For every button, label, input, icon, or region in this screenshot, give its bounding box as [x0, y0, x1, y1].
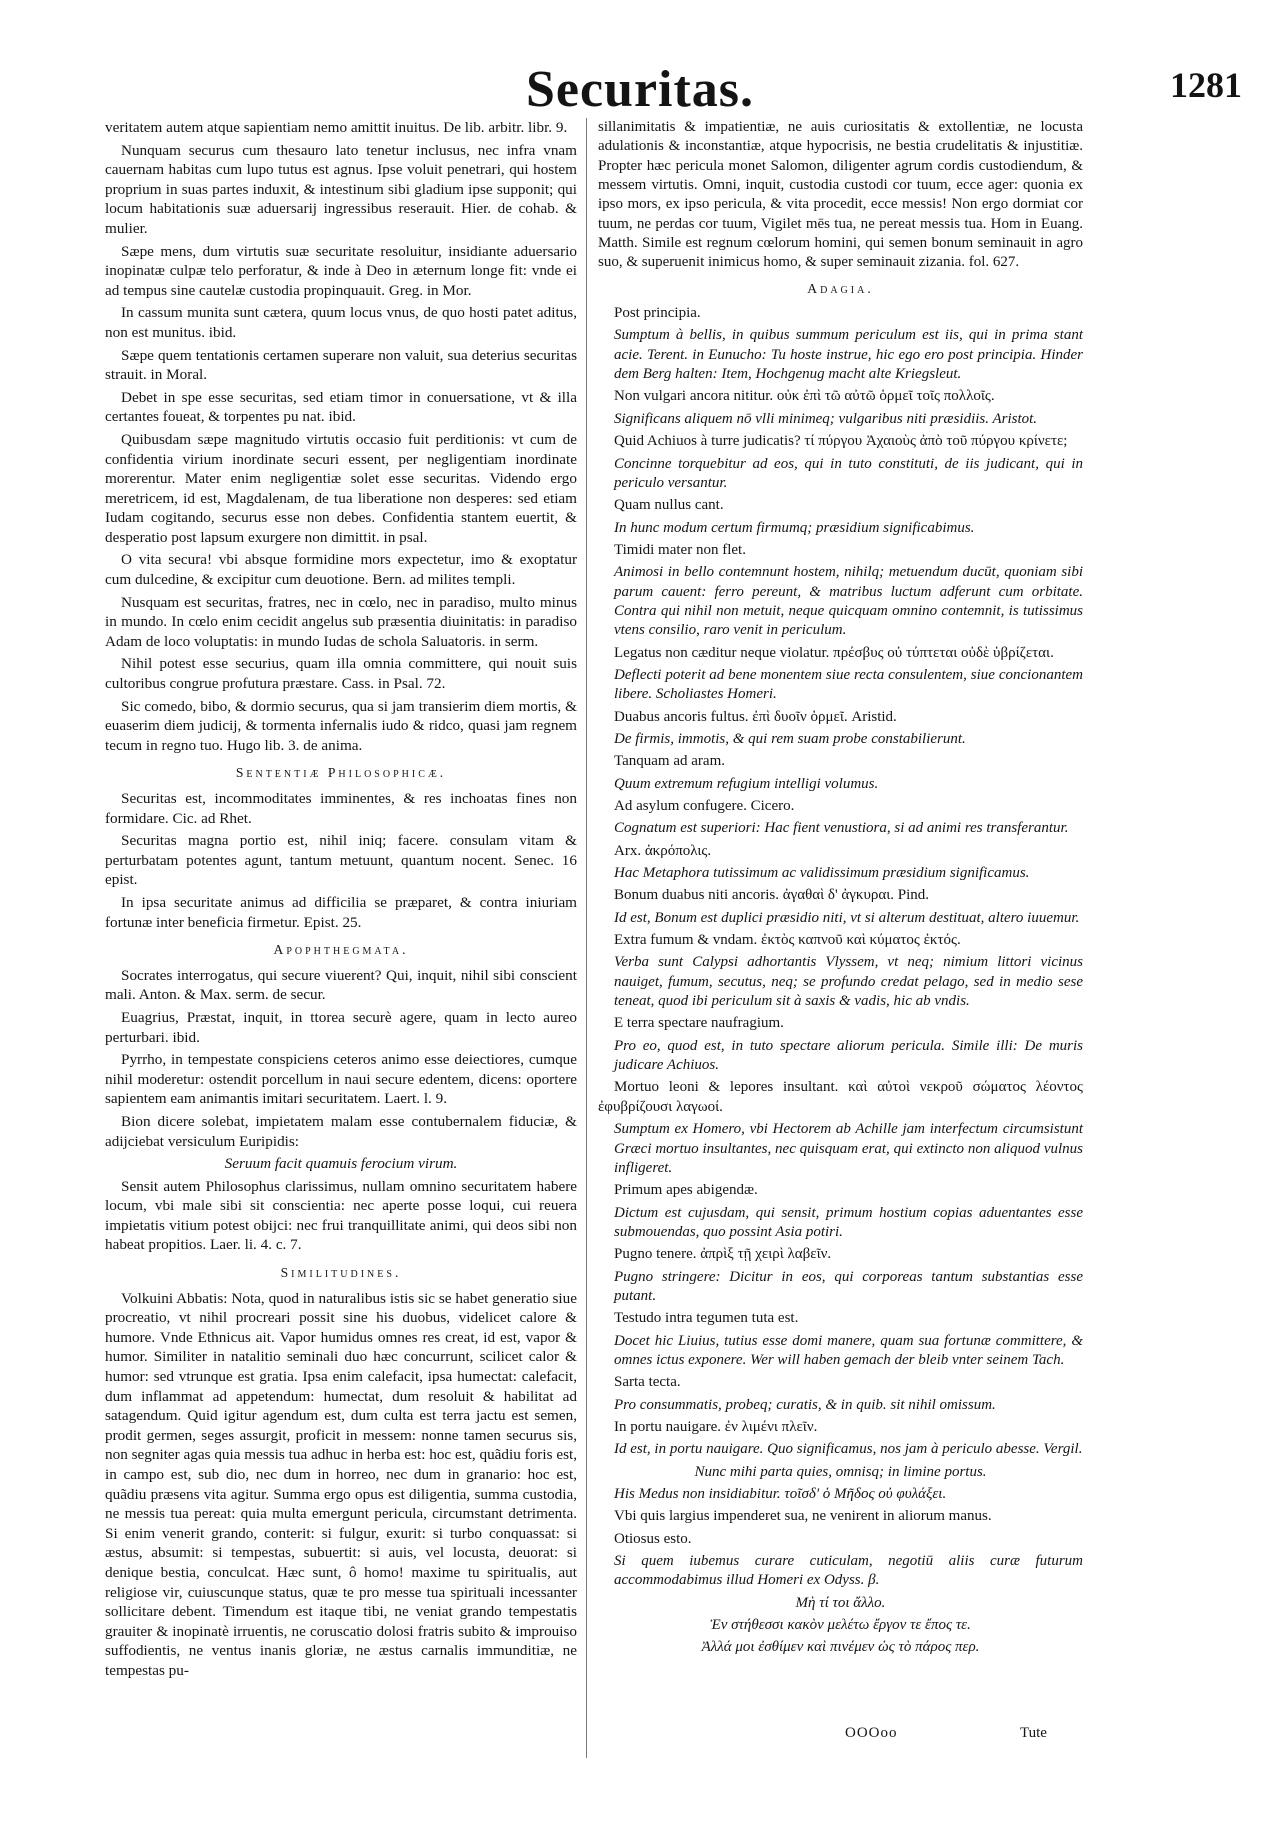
verse-line: Seruum facit quamuis ferocium virum.: [224, 1155, 458, 1173]
adagium-entry: Id est, Bonum est duplici præsidio niti, vt si alterum destituat, altero iuuemur.: [614, 909, 1080, 926]
adagium-entry: Non vulgari ancora nititur. οὐκ ἐπὶ τῶ αὐτῶ ὁρμεῖ τοῖς πολλοῖς.: [614, 388, 995, 405]
paragraph: Pyrrho, in tempestate conspiciens ceteros animo esse deiectiores, cumque nihil moderetur: ostendit porcellum in naui secure edentem, dicens: oportere sapientem eam animantis imitari securitatem. Laert. l. 9.: [105, 1051, 577, 1108]
adagium-entry: Dictum est cujusdam, qui sensit, primum hostium copias aduentantes esse submouendas, quo possint Asia potiri.: [614, 1204, 1083, 1240]
paragraph: Sic comedo, bibo, & dormio securus, qua si jam transierim diem mortis, & euaserim diem judicij, & tormenta infernalis iudo & ridco, quasi jam regnem tecum in regno tuo. Hugo lib. 3. de anima.: [105, 697, 577, 754]
paragraph: Securitas magna portio est, nihil iniq; facere. consulam vitam & perturbatam potentes agunt, tantum metuunt, quantum nocent. Senec. 16 epist.: [105, 832, 577, 889]
adagium-entry: Significans aliquem nō vlli minimeq; vulgaribus niti præsidiis. Aristot.: [614, 410, 1038, 427]
adagium-entry: Ἐν στήθεσσι κακὸν μελέτω ἔργον τε ἔπος τε.: [710, 1617, 971, 1634]
paragraph: O vita secura! vbi absque formidine mors expectetur, imo & exoptatur cum dulcedine, & excipitur cum deuotione. Bern. ad milites templi.: [105, 551, 577, 589]
adagium-entry: Pugno stringere: Dicitur in eos, qui corporeas tantum substantias esse putant.: [614, 1268, 1083, 1304]
section-heading: Adagia.: [807, 280, 874, 296]
adagium-entry: In hunc modum certum firmumq; præsidium significabimus.: [614, 519, 975, 536]
paragraph: Securitas est, incommoditates imminentes, & res inchoatas fines non formidare. Cic. ad Rhet.: [105, 790, 577, 827]
adagium-entry: Ἀλλά μοι ἐσθίμεν καὶ πινέμεν ὡς τὸ πάρος περ.: [701, 1639, 980, 1656]
adagium-entry: Cognatum est superiori: Hac fient venustiora, si ad animi res transferantur.: [614, 820, 1069, 837]
adagia-list: [598, 304, 1083, 1658]
ornament-line: OOOoo: [845, 1725, 898, 1741]
adagium-entry: Pro consummatis, probeq; curatis, & in quib. sit nihil omissum.: [614, 1396, 996, 1413]
section-heading: Sententiæ Philosophicæ.: [235, 765, 447, 781]
adagium-entry: Vbi quis largius impenderet sua, ne venirent in aliorum manus.: [614, 1508, 992, 1525]
paragraph: Sæpe quem tentationis certamen superare non valuit, sua deterius securitas strauit. in Moral.: [105, 346, 577, 384]
adagium-entry: Deflecti poterit ad bene monentem siue recta consulentem, siue concionantem libere. Scholiastes Homeri.: [614, 666, 1083, 703]
right-column: [598, 118, 1083, 1661]
paragraph: sillanimitatis & impatientiæ, ne auis curiositatis & extollentiæ, ne locusta adulationis & inconstantiæ, atque hypocrisis, ne bestia crudelitatis & injustitiæ. Propter hæc pericula monet Salomon, diligenter agrum cordis custodiendum, & messem virtutis. Omni, inquit, custodia custodi cor tuum, ecce ager: quonia ex ipso mors, ex ipso pericula, & vita procedit, ecce messis! Non ergo dormiat cor tuum, ne perdas cor tuum, Vigilet mēs tua, ne pereat messis tua. Hom in Euang. Matth. Simile est regnum cœlorum homini, qui semen bonum seminauit in agro suo, & superuenit inimicus homo, & super seminauit zizania. fol. 627.: [598, 119, 1083, 271]
paragraph: Debet in spe esse securitas, sed etiam timor in conuersatione, vt & illa certantes foueat, & torpentes pu nat. ibid.: [105, 388, 577, 426]
adagium-entry: Quid Achiuos à turre judicatis? τί πύργου Ἀχαιοὺς ἀπὸ τοῦ πύργου κρίνετε;: [614, 433, 1068, 450]
page-title: Securitas.: [525, 61, 755, 118]
adagium-entry: In portu nauigare. ἐν λιμένι πλεῖν.: [614, 1418, 818, 1435]
adagium-entry: Quum extremum refugium intelligi volumus.: [614, 775, 879, 792]
adagium-entry: Sumptum à bellis, in quibus summum periculum est iis, qui in prima stant acie. Terent. in Eunucho: Tu hoste instrue, hic ego ero post principia. Hinder dem Berg halten: Item, Hochgenug macht alte Kriegsleut.: [614, 327, 1083, 383]
adagium-entry: Concinne torquebitur ad eos, qui in tuto constituti, de iis judicant, qui in periculo versantur.: [614, 455, 1083, 491]
adagium-entry: Bonum duabus niti ancoris. ἀγαθαὶ δ' ἀγκυραι. Pind.: [614, 887, 930, 904]
adagium-entry: Id est, in portu nauigare. Quo significamus, nos jam à periculo abesse. Vergil.: [614, 1441, 1083, 1458]
adagium-entry: Verba sunt Calypsi adhortantis Vlyssem, vt neq; nimium littori vicinus nauiget, fumum, secutus, neq; se profundo credat pelago, sed in medio sese teneat, quod ibi periculum sit à saxis & vadis, hic ab vndis.: [614, 954, 1083, 1010]
left-column: [105, 118, 577, 1684]
adagium-entry: Primum apes abigendæ.: [614, 1182, 758, 1199]
adagium-entry: His Medus non insidiabitur. τοῖσδ' ὁ Μῆδος οὐ φυλάξει.: [614, 1486, 947, 1502]
paragraph: Nusquam est securitas, fratres, nec in cœlo, nec in paradiso, multo minus in mundo. In cœlo enim cecidit angelus sub præsentia diuinitatis: in paradiso Adam de loco voluptatis: in mundo Iudas de schola Saluatoris. in serm.: [105, 593, 577, 650]
paragraph: Quibusdam sæpe magnitudo virtutis occasio fuit perditionis: vt cum de confidentia virium inordinate securi essent, per negligentiam inordinate morerentur. Mater enim negligentiæ solet esse securitas. Videndo ergo meretricem, id est, Magdalenam, de tua liberatione non desperes: sed etiam Iudam cogitando, securus esse non debes. Confidentia stantem euertit, & desperatio post lapsum exurgere non dimittit. in psal.: [105, 430, 577, 546]
catchword: Tute: [1020, 1725, 1047, 1741]
paragraph: Nunquam securus cum thesauro lato tenetur inclusus, nec infra vnam cauernam habitas cum lupo tutus est agnus. Ipse voluit penetrari, qui hostem proprium in suas partes induxit, & intestinum sibi gladium ipse supponit; qui locum habitationis suæ aduersarij ingressibus reserauit. Hier. de cohab. & mulier.: [105, 141, 577, 237]
adagium-entry: Extra fumum & vndam. ἐκτὸς καπνοῦ καὶ κύματος ἐκτός.: [614, 932, 961, 949]
adagium-entry: Tanquam ad aram.: [614, 753, 725, 770]
adagium-entry: Otiosus esto.: [614, 1530, 692, 1547]
page-number: 1281: [1170, 65, 1242, 105]
adagium-entry: Ad asylum confugere. Cicero.: [614, 798, 795, 814]
adagium-entry: Timidi mater non flet.: [614, 541, 746, 558]
column-divider: [586, 118, 587, 1758]
adagium-entry: Duabus ancoris fultus. ἐπὶ δυοῖν ὁρμεῖ. Aristid.: [614, 708, 897, 725]
paragraph: Volkuini Abbatis: Nota, quod in naturalibus istis sic se habet generatio siue procreatio, vt nihil procreari possit sine his duobus, videlicet calore & humore. Vnde Ethnicus ait. Vapor humidus omnes res creat, id est, vapor & humor. Similiter in natalitio seminali duo hæc concurrunt, scilicet calor & humor: sed vtrunque est gratia. Ipsa enim calefacit, ipsa humectat: calefacit, dum inflammat ad appetendum: humectat, dum resoluit & habilitat ad satagendum. Quid igitur agendum est, dum culta est terra jactu est semen, prodit germen, seges assurgit, proficit in messem: nonne tamen securus sis, non segniter agas quia messis tua adhuc in herba est: hoc est, quãdiu foris est, in campo est, sub dio, nec dum in horreo, nec dum in granario: hoc est, quãdiu præsens vita agitur. Summa ergo opus est diligentia, summa custodia, ne messis tua pereat: quia multa emergunt pericula, circumstant detrimenta. Si enim venerit grando, conterit: si fulgur, exurit: si turbo conquassat: si æstus, absumit: si tempestas, subuertit: si auis, vel locusta, deuorat: si denique bestia, conculcat. Hæc sunt, ô homo! maxime tu spiritualis, aut religiose vir, cuiuscunque status, quæ te pro messe tua spirituali incessanter sollicitare debent. Timendum est itaque tibi, ne veniat grando tempestatis grauiter & inopinatè irruentis, ne coruscatio dolosi fratris subito & improuiso suffodientis, ne ventus inanis gloriæ, ne æstus carnalis immunditiæ, ne tempestas pu-: [105, 1289, 577, 1679]
adagium-entry: Testudo intra tegumen tuta est.: [614, 1310, 799, 1327]
adagium-entry: Hac Metaphora tutissimum ac validissimum præsidium significamus.: [614, 865, 1030, 882]
adagium-entry: Arx. ἀκρόπολις.: [614, 842, 712, 859]
adagium-entry: Mortuo leoni & lepores insultant. καὶ αὐτοὶ νεκροῦ σώματος λέοντος ἐφυβρίζουσι λαγωοί.: [598, 1079, 1083, 1115]
paragraph: veritatem autem atque sapientiam nemo amittit inuitus. De lib. arbitr. libr. 9.: [105, 119, 568, 136]
adagium-entry: Legatus non cæditur neque violatur. πρέσβυς οὐ τύπτεται οὐδὲ ὑβρίζεται.: [614, 644, 1054, 661]
adagium-entry: Post principia.: [614, 305, 701, 322]
adagium-entry: Nunc mihi parta quies, omnisq; in limine portus.: [694, 1463, 987, 1480]
adagium-entry: Μὴ τί τοι ἄλλο.: [795, 1594, 886, 1611]
adagium-entry: Docet hic Liuius, tutius esse domi manere, quam sua fortunæ committere, & omnes ictus exponere. Wer will haben gemach der bleib vnter seinem Tach.: [614, 1332, 1083, 1368]
adagium-entry: Pugno tenere. ἀπρὶξ τῇ χειρὶ λαβεῖν.: [614, 1246, 832, 1263]
paragraph: Euagrius, Præstat, inquit, in ttorea securè agere, quam in lecto aureo perturbari. ibid.: [105, 1008, 577, 1046]
adagium-entry: Quam nullus cant.: [614, 497, 724, 514]
paragraph: Socrates interrogatus, qui secure viuerent? Qui, inquit, nihil sibi conscient mali. Anton. & Max. serm. de secur.: [105, 966, 577, 1004]
section-heading: Similitudines.: [280, 1265, 402, 1281]
paragraph: Bion dicere solebat, impietatem malam esse contubernalem fiduciæ, & adijciebat versiculum Euripidis:: [105, 1112, 577, 1150]
adagium-entry: Sumptum ex Homero, vbi Hectorem ab Achille jam interfectum circumsistunt Græci mortuo insultantes, nec quisquam erat, qui extincto non aliquod vulnus infligeret.: [614, 1121, 1083, 1176]
adagium-entry: De firmis, immotis, & qui rem suam probe constabilierunt.: [614, 730, 966, 747]
paragraph: In cassum munita sunt cætera, quum locus vnus, de quo hosti patet aditus, non est munitus. ibid.: [105, 304, 577, 341]
adagium-entry: Si quem iubemus curare cuticulam, negotiū aliis curæ futurum accommodabimus illud Homeri ex Odyss. β.: [614, 1553, 1083, 1589]
adagium-entry: Pro eo, quod est, in tuto spectare aliorum pericula. Simile illi: De muris judicare Achiuos.: [614, 1037, 1083, 1074]
paragraph: Nihil potest esse securius, quam illa omnia committere, qui nouit suis cultoribus congrue profutura præstare. Cass. in Psal. 72.: [105, 655, 577, 693]
paragraph: Sensit autem Philosophus clarissimus, nullam omnino securitatem habere locum, vbi male sibi sit conscientia: nec aperte posse loqui, cui reuera impietatis vitium potest obijci: nec frui tranquillitate animi, qui deos sibi non habeat propitios. Laer. li. 4. c. 7.: [105, 1177, 577, 1254]
section-heading: Apophthegmata.: [273, 942, 409, 958]
adagium-entry: Sarta tecta.: [614, 1374, 681, 1391]
adagium-entry: E terra spectare naufragium.: [614, 1015, 784, 1032]
adagium-entry: Animosi in bello contemnunt hostem, nihilq; metuendum ducūt, quoniam sibi parum cauent: ferro pereunt, & matribus luctum adferunt cum orbitate. Contra qui nihil non metuit, neque quicquam omnino contemnit, is tutissimus vtens consilio, raro venit in periculum.: [614, 564, 1083, 639]
paragraph: Sæpe mens, dum virtutis suæ securitate resoluitur, insidiante aduersario inopinatæ culpæ telo perforatur, & inde à Deo in æternum longe fit: vnde ei ad tempus sine cautelæ custodia propinquauit. Greg. in Mor.: [105, 242, 577, 299]
paragraph: In ipsa securitate animus ad difficilia se præparet, & contra iniuriam fortunæ inter beneficia firmetur. Epist. 25.: [105, 893, 577, 931]
